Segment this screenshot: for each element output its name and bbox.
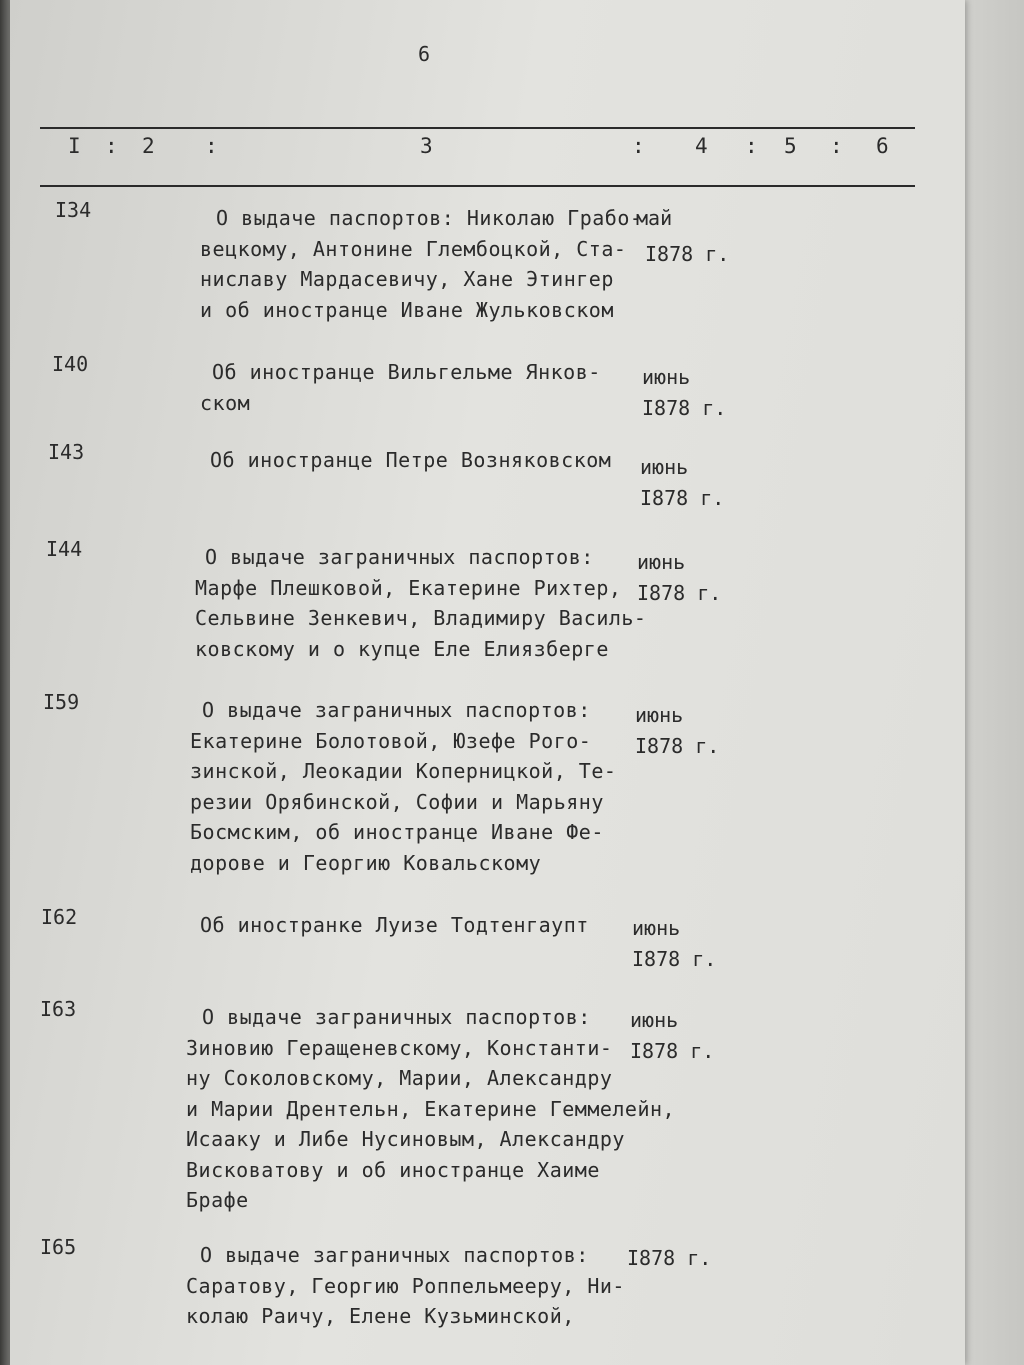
entry-date-line: I878 г. [630, 1038, 715, 1063]
entry-number: I62 [41, 905, 78, 929]
entry-title-line: Саратову, Георгию Роппельмееру, Ни- [186, 1273, 625, 1298]
header-col-4: 4 [695, 134, 708, 158]
entry-number: I65 [40, 1235, 77, 1259]
entry-date-line: I878 г. [640, 485, 725, 510]
header-separator: : [105, 134, 118, 158]
entry-date-line: I878 г. [635, 733, 720, 758]
entry-title-line: ском [200, 390, 251, 415]
header-separator: : [830, 134, 843, 158]
entry-date-line: июнь [637, 550, 686, 574]
entry-title-line: Висковатову и об иностранце Хаиме [186, 1157, 600, 1182]
entry-date-line: июнь [635, 703, 684, 727]
header-separator: : [205, 134, 218, 158]
header-col-1: I [68, 134, 81, 158]
entry-title-line: ну Соколовскому, Марии, Александру [186, 1066, 613, 1090]
entry-title-line: ниславу Мардасевичу, Хане Этингер [200, 267, 614, 291]
entry-date-line: I878 г. [645, 241, 730, 266]
entry-date-line: июнь [642, 365, 691, 389]
entry-date-line: май [636, 206, 673, 230]
entry-title-line: О выдаче паспортов: Николаю Грабо- [216, 206, 643, 230]
entry-title-line: Зиновию Геращеневскому, Константи- [186, 1035, 613, 1060]
entry-number: I34 [55, 198, 92, 222]
entry-title-line: О выдаче заграничных паспортов: [200, 1243, 589, 1267]
entry-title-line: Об иностранце Петре Возняковском [210, 448, 612, 472]
entry-title-line: Об иностранце Вильгельме Янков- [212, 360, 601, 384]
entry-title-line: ковскому и о купце Еле Елиязберге [195, 636, 609, 661]
entry-title-line: Марфе Плешковой, Екатерине Рихтер, [195, 575, 622, 600]
entry-title-line: Исааку и Либе Нусиновым, Александру [186, 1127, 625, 1151]
header-col-5: 5 [784, 134, 797, 158]
header-col-2: 2 [142, 134, 155, 158]
header-col-3: 3 [420, 134, 433, 158]
entry-date-line: июнь [640, 455, 689, 479]
entry-title-line: Об иностранке Луизе Тодтенгаупт [200, 913, 589, 937]
entry-title-line: О выдаче заграничных паспортов: [205, 545, 594, 569]
entry-number: I40 [52, 352, 89, 376]
entry-date-line: I878 г. [637, 580, 722, 605]
entry-number: I43 [48, 440, 85, 464]
header-separator: : [745, 134, 758, 158]
entry-title-line: вецкому, Антонине Глембоцкой, Ста- [200, 236, 627, 261]
header-top-rule [40, 127, 915, 129]
entry-title-line: колаю Раичу, Елене Кузьминской, [186, 1304, 575, 1328]
entry-date-line: июнь [632, 916, 681, 940]
entry-title-line: Сельвине Зенкевич, Владимиру Василь- [195, 606, 647, 630]
header-separator: : [632, 134, 645, 158]
entry-number: I63 [40, 997, 77, 1021]
entry-title-line: О выдаче заграничных паспортов: [202, 1005, 591, 1029]
entry-title-line: и Марии Дрентельн, Екатерине Геммелейн, [186, 1096, 676, 1121]
entry-number: I44 [46, 537, 83, 561]
entry-title-line: Екатерине Болотовой, Юзефе Рого- [190, 728, 592, 753]
entry-title-line: Брафе [186, 1188, 249, 1212]
entry-title-line: зинской, Леокадии Коперницкой, Те- [190, 759, 617, 783]
page-number: 6 [418, 42, 431, 66]
header-bottom-rule [40, 185, 915, 187]
entry-date-line: I878 г. [632, 946, 717, 971]
header-col-6: 6 [876, 134, 889, 158]
entry-date-line: июнь [630, 1008, 679, 1032]
entry-title-line: О выдаче заграничных паспортов: [202, 698, 591, 722]
entry-title-line: резии Орябинской, Софии и Марьяну [190, 789, 604, 814]
entry-title-line: дорове и Георгию Ковальскому [190, 850, 542, 875]
entry-title-line: и об иностранце Иване Жульковском [200, 297, 614, 322]
entry-date-line: I878 г. [627, 1246, 712, 1270]
entry-date-line: I878 г. [642, 395, 727, 420]
entry-number: I59 [43, 690, 80, 714]
entry-title-line: Босмским, об иностранце Иване Фе- [190, 820, 604, 844]
